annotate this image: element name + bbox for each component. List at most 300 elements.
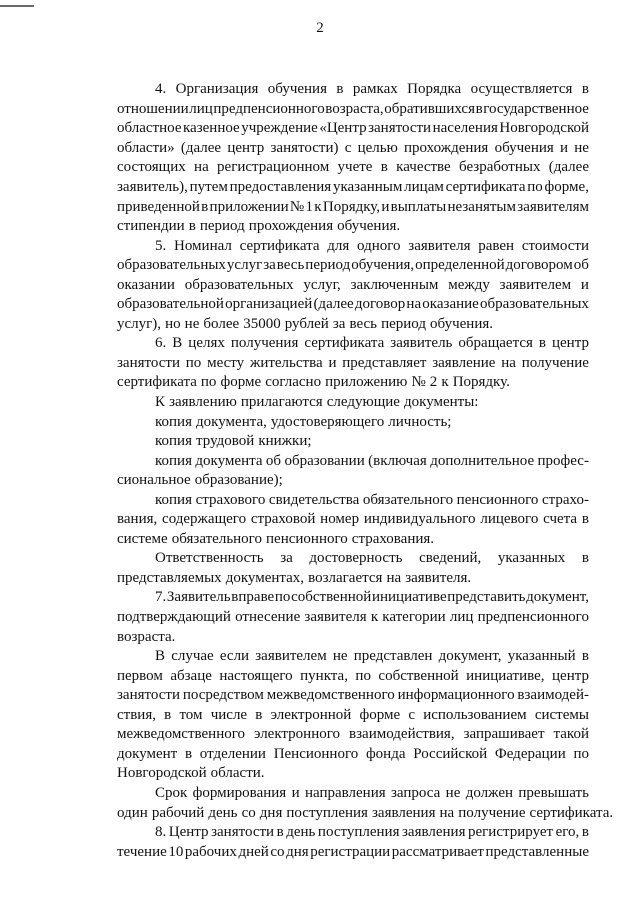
word: заявителем <box>499 276 572 293</box>
text-line <box>117 236 589 256</box>
word: книжки; <box>258 433 312 450</box>
word: на <box>439 804 455 821</box>
word: (далее <box>548 159 589 176</box>
word: В <box>155 648 166 665</box>
word: посредством <box>182 687 264 704</box>
word: не <box>574 139 589 156</box>
word: одного <box>357 237 401 254</box>
word: обучения <box>267 81 327 98</box>
word: организацией <box>225 296 313 313</box>
word: учреждение <box>241 120 318 137</box>
word: взаимодействия, <box>349 726 455 743</box>
word: электронного <box>254 726 341 743</box>
word: регистрирует <box>468 824 554 841</box>
text-line <box>117 764 589 784</box>
word: представить <box>447 589 526 606</box>
word: обучения <box>494 139 554 156</box>
text-line <box>117 275 589 295</box>
word: к <box>441 374 449 391</box>
word: К <box>155 394 166 411</box>
word: подтверждающий <box>117 609 231 626</box>
word: прилагаются <box>240 394 323 411</box>
word: категории <box>382 609 446 626</box>
word: (включая <box>368 452 427 469</box>
word: информационного <box>397 687 515 704</box>
word: возраста. <box>117 628 176 645</box>
word: лиц <box>449 609 474 626</box>
word: со <box>270 843 285 860</box>
word: 5. <box>155 237 167 254</box>
word: абзаце <box>170 667 212 684</box>
word: занятости) <box>270 139 339 156</box>
word: приложении <box>209 198 289 215</box>
word: центр <box>552 335 589 352</box>
word: страхования. <box>351 530 435 547</box>
word: возраста, <box>325 100 384 117</box>
word: не <box>445 784 461 801</box>
word: заявителя <box>408 237 471 254</box>
word: в <box>581 648 589 665</box>
word: 8. <box>155 824 167 841</box>
word: оказание <box>422 296 479 313</box>
word: сведений, <box>419 550 482 567</box>
text-line <box>117 647 589 667</box>
word: не <box>184 315 200 332</box>
word: по <box>185 354 202 371</box>
word: индивидуального <box>363 511 476 528</box>
word: Номинал <box>174 237 232 254</box>
word: области» <box>117 139 175 156</box>
word: об <box>573 257 589 274</box>
word: образовательных <box>117 257 226 274</box>
word: документа, <box>196 413 267 430</box>
word: (далее <box>313 296 354 313</box>
word: предоставления <box>229 179 332 195</box>
word: в <box>380 159 388 176</box>
word: осуществляется <box>470 81 573 98</box>
word: по <box>527 179 543 195</box>
word: целях <box>188 335 225 352</box>
word: следующие <box>326 394 400 411</box>
word: копия <box>155 452 192 469</box>
word: 35000 <box>243 315 281 332</box>
word: день <box>286 824 316 841</box>
word: рабочих <box>184 843 237 860</box>
word: образовательных <box>184 276 294 293</box>
word: «Центр <box>319 120 367 137</box>
word: и <box>291 784 300 801</box>
text-line <box>117 608 589 628</box>
word: на <box>194 159 209 176</box>
word: личность; <box>388 413 452 430</box>
word: в <box>276 824 284 841</box>
word: № <box>411 374 426 391</box>
word: по <box>200 374 217 391</box>
word: № <box>289 198 305 215</box>
word: центр <box>552 667 589 684</box>
word: и <box>580 276 589 293</box>
word: прохождения <box>404 139 489 156</box>
word: согласно <box>265 374 322 391</box>
text-line <box>117 706 589 726</box>
word: трудовой <box>196 433 255 450</box>
word: отношении <box>117 100 189 117</box>
word: получение <box>521 354 589 371</box>
word: форме, <box>544 179 589 195</box>
word: сертификата <box>239 237 320 254</box>
word: собственной <box>291 589 372 606</box>
word: период <box>381 315 426 332</box>
word: инициативе <box>371 589 447 606</box>
word: пенсионного <box>266 530 348 547</box>
word: качестве <box>396 159 451 176</box>
word: более <box>203 315 240 332</box>
text-line <box>117 315 589 335</box>
word: период <box>199 218 245 235</box>
word: учете <box>337 159 373 176</box>
word: межведомственного <box>266 687 395 704</box>
page-number: 2 <box>316 20 324 36</box>
text-line <box>117 490 589 510</box>
word: областное <box>117 120 182 137</box>
word: безработных <box>459 159 541 176</box>
word: дня <box>286 843 309 860</box>
word: образовании <box>284 452 365 469</box>
word: документа <box>195 452 263 469</box>
word: страхо- <box>542 491 589 508</box>
word: случае <box>171 648 214 665</box>
word: получение <box>458 804 526 821</box>
word: для <box>327 237 350 254</box>
word: пенсионного <box>456 491 539 508</box>
text-line <box>117 432 589 452</box>
text-line <box>117 393 589 413</box>
text-line <box>117 745 589 765</box>
word: копия <box>155 491 192 508</box>
word: весь <box>349 315 378 332</box>
word: вправе <box>231 589 275 606</box>
word: достоверность <box>309 550 403 567</box>
text-line <box>117 412 589 432</box>
word: свидетельства <box>268 491 360 508</box>
text-line <box>117 530 589 550</box>
text-line <box>117 373 589 393</box>
word: в <box>538 335 546 352</box>
word: сертификата <box>304 335 385 352</box>
word: целью <box>357 139 398 156</box>
word: указанный <box>507 648 576 665</box>
text-line <box>117 725 589 745</box>
word: документ, <box>526 589 589 606</box>
word: заявление <box>432 354 496 371</box>
text-line <box>117 100 589 120</box>
word: сертификата <box>117 374 197 391</box>
word: регистрации <box>310 843 391 860</box>
word: государственное <box>483 100 589 117</box>
word: заявителя <box>304 609 367 626</box>
text-line <box>117 569 589 589</box>
text-line <box>117 158 589 178</box>
word: центр <box>227 139 265 156</box>
word: получения <box>230 335 299 352</box>
word: Новгородской <box>117 765 207 782</box>
word: на <box>406 296 422 313</box>
word: направления <box>304 784 386 801</box>
word: 2 <box>429 374 438 391</box>
word: заявитель <box>390 335 453 352</box>
word: прохождения <box>248 218 334 235</box>
word: 4. <box>155 81 167 98</box>
word: представлен <box>353 648 433 665</box>
word: дня <box>259 804 283 821</box>
word: дополнительное <box>430 452 535 469</box>
word: форме <box>220 374 262 391</box>
word: приложению <box>325 374 408 391</box>
word: заявлению <box>169 394 237 411</box>
word: состоящих <box>117 159 186 176</box>
text-line <box>117 354 589 374</box>
word: удостоверяющего <box>270 413 385 430</box>
word: определенной <box>415 257 505 274</box>
text-line <box>117 510 589 530</box>
word: лиц <box>189 100 213 117</box>
word: 7. <box>155 589 167 606</box>
word: за <box>280 550 293 567</box>
word: Новгородской <box>499 120 589 137</box>
word: сиональное <box>117 472 191 489</box>
word: занятости <box>368 120 432 137</box>
word: электронной <box>270 706 352 723</box>
word: области. <box>210 765 265 782</box>
word: в <box>581 81 589 98</box>
word: услуг), <box>117 315 162 332</box>
word: заявителем <box>255 648 327 665</box>
word: настоящего <box>219 667 293 684</box>
word: незанятым <box>447 198 517 215</box>
word: по <box>573 745 589 762</box>
text-line <box>117 686 589 706</box>
word: возлагается <box>308 569 383 586</box>
word: в <box>336 81 344 98</box>
word: заявителям <box>517 198 589 215</box>
word: документах, <box>225 569 305 586</box>
word: заявитель), <box>117 179 188 195</box>
word: заявителя. <box>405 569 472 586</box>
word: межведомственного <box>117 726 246 743</box>
text-line <box>117 80 589 100</box>
word: обучения. <box>337 218 401 235</box>
word: если <box>219 648 250 665</box>
word: представленные <box>485 843 589 860</box>
word: приведенной <box>117 198 200 215</box>
text-line <box>117 588 589 608</box>
word: Ответственность <box>155 550 264 567</box>
text-line <box>117 803 614 823</box>
word: лицевого <box>480 511 539 528</box>
scan-edge-mark <box>0 5 34 7</box>
text-line <box>117 119 589 139</box>
word: договор <box>354 296 406 313</box>
word: обучения, <box>351 257 415 274</box>
word: Пенсионного <box>273 745 359 762</box>
word: месту <box>207 354 245 371</box>
text-line <box>117 295 589 315</box>
word: образовательной <box>117 296 224 313</box>
word: Порядка <box>407 81 462 98</box>
word: В <box>172 335 183 352</box>
word: не <box>332 648 348 665</box>
word: на <box>386 569 402 586</box>
word: заявления <box>372 804 436 821</box>
word: том <box>179 706 203 723</box>
word: казенное <box>183 120 240 137</box>
word: запроса <box>391 784 441 801</box>
word: на <box>501 354 516 371</box>
word: документ, <box>438 648 502 665</box>
word: собственной <box>378 667 459 684</box>
word: использованием <box>423 706 527 723</box>
text-line <box>117 471 589 491</box>
word: в <box>581 511 589 528</box>
word: в <box>255 706 263 723</box>
word: Срок <box>155 784 188 801</box>
word: номер <box>320 511 360 528</box>
text-line <box>117 178 589 198</box>
word: обращается <box>458 335 533 352</box>
word: копия <box>155 413 192 430</box>
word: по <box>355 667 371 684</box>
word: образование); <box>194 472 283 489</box>
word: отделении <box>199 745 266 762</box>
word: но <box>165 315 181 332</box>
word: документ <box>117 745 178 762</box>
word: фонда <box>365 745 406 762</box>
word: Центр <box>168 824 209 841</box>
word: обязательного <box>362 491 454 508</box>
word: оказании <box>117 276 175 293</box>
word: между <box>448 276 490 293</box>
text-line <box>117 139 589 159</box>
word: за <box>263 257 276 274</box>
document-body <box>117 80 614 862</box>
word: поступления <box>286 804 368 821</box>
word: Порядку. <box>452 374 510 391</box>
word: заявления <box>402 824 466 841</box>
word: предпенсионного <box>477 609 589 626</box>
word: пункта, <box>300 667 348 684</box>
word: Федерации <box>494 745 566 762</box>
text-line <box>117 217 589 237</box>
word: указанным <box>332 179 403 195</box>
word: со <box>241 804 256 821</box>
text-line <box>117 334 589 354</box>
text-line <box>117 197 589 217</box>
word: такой <box>553 726 589 743</box>
word: числе <box>210 706 248 723</box>
word: дней <box>238 843 269 860</box>
word: рассматривает <box>391 843 484 860</box>
word: весь <box>276 257 305 274</box>
word: в <box>581 824 589 841</box>
word: (далее <box>180 139 222 156</box>
word: за <box>332 315 346 332</box>
word: документы: <box>403 394 479 411</box>
word: счета <box>543 511 578 528</box>
word: рабочий <box>151 804 205 821</box>
word: с <box>344 139 352 156</box>
word: в <box>184 745 193 762</box>
word: и <box>381 198 390 215</box>
word: об <box>265 452 282 469</box>
word: формирования <box>192 784 287 801</box>
word: превышать <box>518 784 589 801</box>
word: путем <box>189 179 228 195</box>
word: форме <box>359 706 401 723</box>
word: в <box>475 100 483 117</box>
word: один <box>117 804 148 821</box>
word: занятости <box>117 687 180 704</box>
word: 1 <box>305 198 313 215</box>
word: Российской <box>413 745 488 762</box>
word: содержащего <box>162 511 247 528</box>
word: в <box>201 198 209 215</box>
word: и <box>328 354 337 371</box>
word: занятости <box>117 354 180 371</box>
word: поступления <box>317 824 400 841</box>
word: в <box>581 550 589 567</box>
word: запрашивает <box>463 726 545 743</box>
word: обязательного <box>171 530 262 547</box>
word: ствия, <box>117 706 156 723</box>
word: 10 <box>168 843 184 860</box>
word: занятости <box>211 824 275 841</box>
word: взаимодей- <box>517 687 589 704</box>
word: предпенсионного <box>213 100 325 117</box>
word: обратившихся <box>384 100 475 117</box>
word: первом <box>117 667 163 684</box>
text-line <box>117 451 589 471</box>
word: Организация <box>175 81 259 98</box>
text-line <box>117 256 589 276</box>
word: к <box>370 609 379 626</box>
word: системе <box>117 530 168 547</box>
word: сертификата. <box>529 804 614 821</box>
word: течение <box>117 843 167 860</box>
text-line <box>117 823 589 843</box>
word: сертификата <box>445 179 526 195</box>
word: профес- <box>537 452 589 469</box>
word: лицам <box>404 179 444 195</box>
word: период <box>305 257 351 274</box>
word: отнесение <box>235 609 301 626</box>
word: обучения. <box>430 315 493 332</box>
word: указанных <box>497 550 566 567</box>
word: страховой <box>250 511 316 528</box>
text-line <box>117 842 589 862</box>
word: представляет <box>342 354 427 371</box>
word: стоимости <box>521 237 589 254</box>
word: его, <box>555 824 580 841</box>
word: 6. <box>155 335 167 352</box>
word: системы <box>534 706 589 723</box>
word: рублей <box>284 315 329 332</box>
word: к <box>314 198 322 215</box>
word: должен <box>465 784 514 801</box>
word: договором <box>505 257 573 274</box>
word: выплаты <box>390 198 447 215</box>
text-line <box>117 627 589 647</box>
word: день <box>208 804 238 821</box>
